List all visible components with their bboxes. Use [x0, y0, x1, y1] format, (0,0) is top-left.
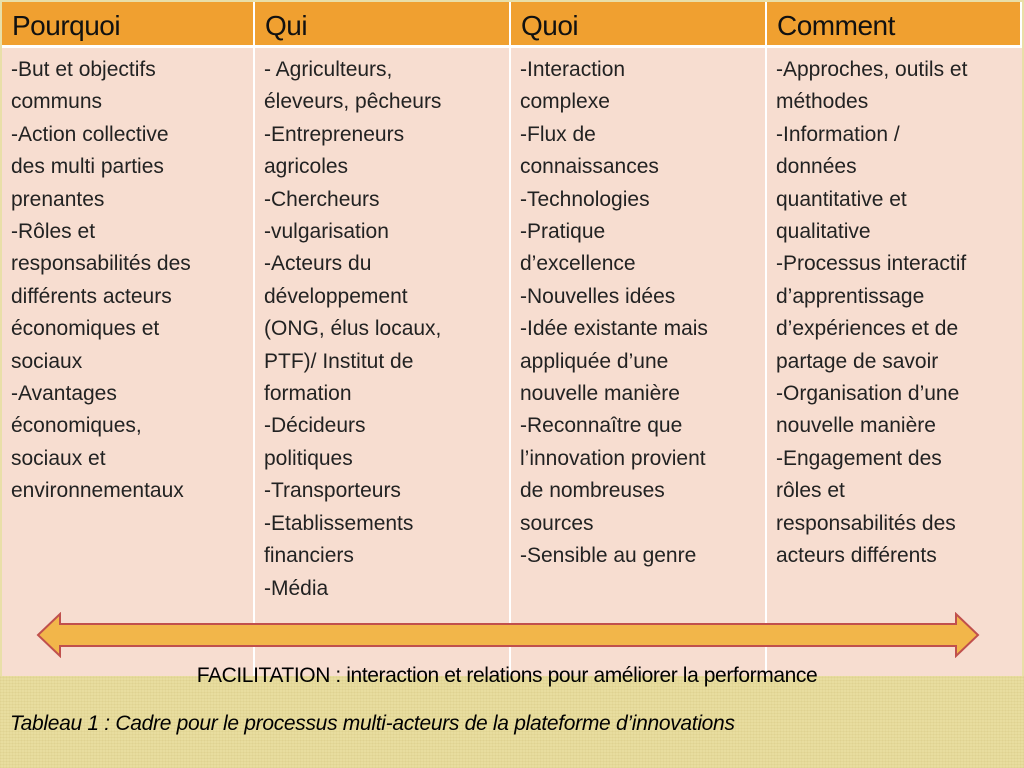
- cell-line: -Interaction: [520, 58, 626, 81]
- cell-line: -Reconnaître que: [520, 414, 683, 438]
- cell-line: -Information /: [776, 122, 900, 146]
- cell-line: responsabilités des: [11, 252, 191, 276]
- cell-line: nouvelle manière: [776, 414, 936, 438]
- cell-line: sociaux et: [11, 446, 106, 470]
- cell-line: -Transporteurs: [264, 479, 401, 503]
- cell-line: rôles et: [776, 479, 845, 503]
- cell-line: -But et objectifs: [11, 58, 156, 81]
- cell-line: -Média: [264, 576, 329, 600]
- cell-line: connaissances: [520, 155, 659, 179]
- header-comment: Comment: [767, 2, 1022, 48]
- cell-line: -Nouvelles idées: [520, 284, 676, 308]
- cell-line: partage de savoir: [776, 349, 939, 373]
- cell-line: sociaux: [11, 349, 83, 373]
- header-pourquoi: Pourquoi: [2, 2, 255, 48]
- cell-line: agricoles: [264, 155, 349, 179]
- cell-line: -Technologies: [520, 187, 650, 211]
- cell-pourquoi: [2, 48, 255, 676]
- double-arrow-icon: [36, 612, 980, 658]
- cell-line: d’apprentissage: [776, 284, 925, 308]
- header-qui: Qui: [255, 2, 511, 48]
- cell-line: des multi parties: [11, 155, 164, 179]
- cell-line: financiers: [264, 544, 354, 568]
- cell-line: -Action collective: [11, 122, 169, 146]
- cell-line: quantitative et: [776, 187, 907, 211]
- cell-line: communs: [11, 90, 103, 114]
- cell-line: développement: [264, 284, 408, 308]
- cell-line: responsabilités des: [776, 511, 956, 535]
- cell-line: -Engagement des: [776, 446, 942, 470]
- cell-line: différents acteurs: [11, 284, 172, 308]
- cell-line: complexe: [520, 90, 610, 114]
- cell-line: -Rôles et: [11, 220, 96, 244]
- cell-line: -Chercheurs: [264, 187, 380, 211]
- cell-line: (ONG, élus locaux,: [264, 317, 442, 341]
- cell-line: -Pratique: [520, 220, 606, 244]
- cell-line: -Sensible au genre: [520, 544, 697, 568]
- cell-line: -vulgarisation: [264, 220, 389, 244]
- cell-line: -Acteurs du: [264, 252, 372, 276]
- facilitation-label: FACILITATION : interaction et relations pour améliorer la performance: [196, 664, 818, 687]
- cell-line: -Entrepreneurs: [264, 122, 405, 146]
- cell-line: -Flux de: [520, 122, 596, 146]
- cell-line: -Avantages: [11, 382, 117, 406]
- cell-line: appliquée d’une: [520, 349, 669, 373]
- cell-line: éleveurs, pêcheurs: [264, 90, 442, 114]
- cell-line: sources: [520, 511, 594, 535]
- cell-line: l’innovation provient: [520, 446, 706, 470]
- cell-line: environnementaux: [11, 479, 184, 503]
- cell-line: d’expériences et de: [776, 317, 959, 341]
- cell-line: d’excellence: [520, 252, 636, 276]
- header-quoi: Quoi: [511, 2, 767, 48]
- cell-line: données: [776, 155, 857, 179]
- cell-line: de nombreuses: [520, 479, 665, 503]
- cell-quoi: [511, 48, 767, 676]
- cell-line: -Etablissements: [264, 511, 414, 535]
- cell-line: -Organisation d’une: [776, 382, 960, 406]
- cell-line: -Décideurs: [264, 414, 366, 438]
- cell-line: -Processus interactif: [776, 252, 967, 276]
- cell-line: -Approches, outils et: [776, 58, 968, 81]
- cell-line: nouvelle manière: [520, 382, 680, 406]
- cell-line: politiques: [264, 446, 353, 470]
- cell-line: acteurs différents: [776, 544, 937, 568]
- cell-line: économiques et: [11, 317, 160, 341]
- table-caption: Tableau 1 : Cadre pour le processus multi-acteurs de la plateforme d’innovations: [10, 712, 735, 735]
- cell-comment: [767, 48, 1022, 676]
- cell-line: - Agriculteurs,: [264, 58, 393, 81]
- cell-line: PTF)/ Institut de: [264, 349, 414, 373]
- cell-line: prenantes: [11, 187, 105, 211]
- cell-qui: [255, 48, 511, 676]
- cell-line: formation: [264, 382, 352, 406]
- cell-line: économiques,: [11, 414, 142, 438]
- cell-line: qualitative: [776, 220, 871, 244]
- cell-line: méthodes: [776, 90, 869, 114]
- cell-line: -Idée existante mais: [520, 317, 708, 341]
- framework-table: [2, 2, 1022, 676]
